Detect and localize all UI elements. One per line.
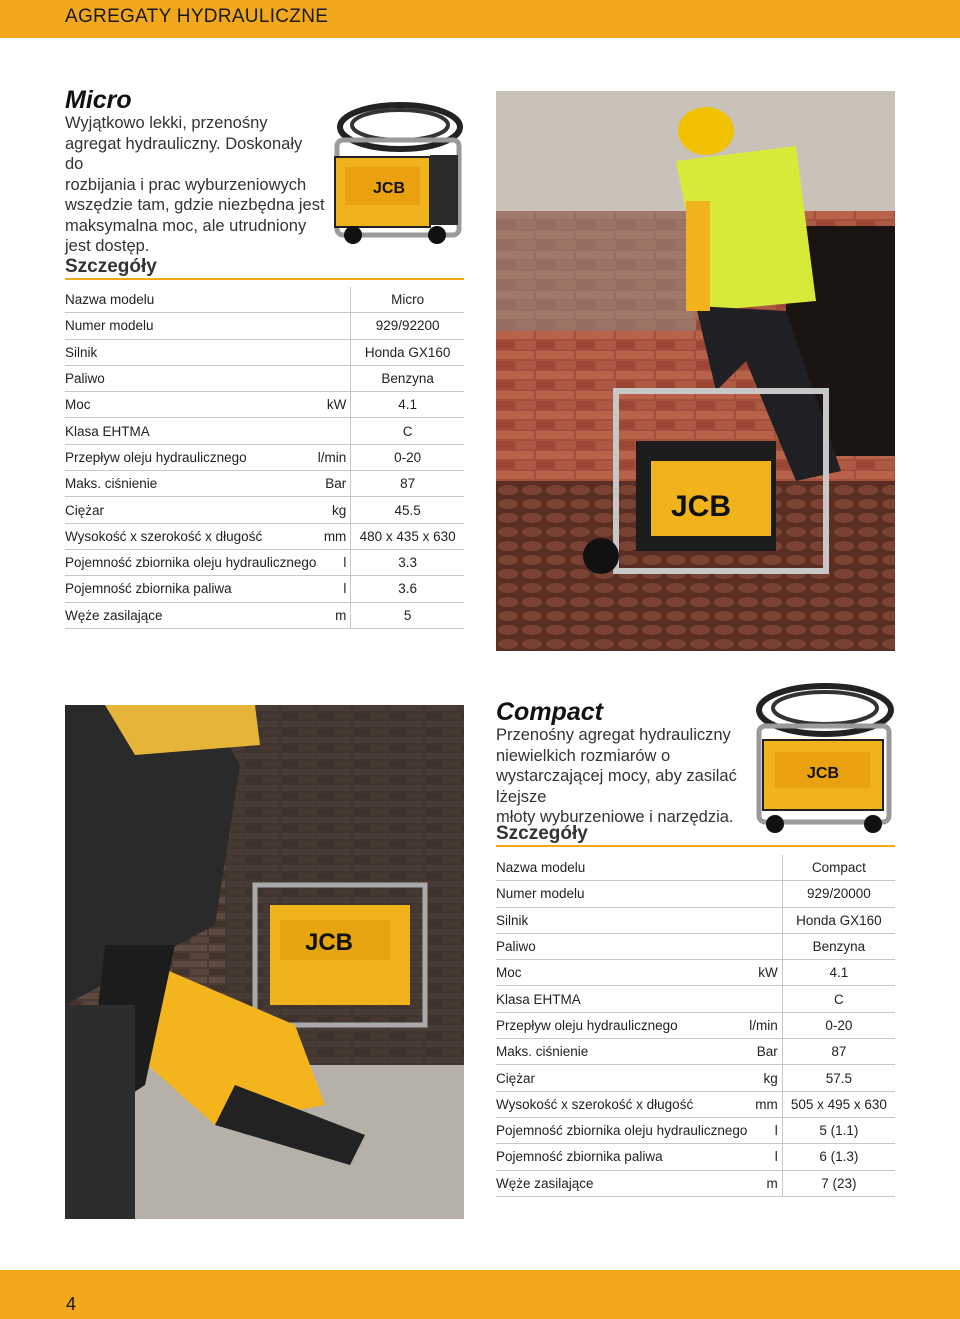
spec-value: 505 x 495 x 630 [782, 1091, 895, 1117]
micro-specs-divider [65, 278, 464, 280]
spec-value: 3.3 [351, 549, 464, 575]
spec-label: Wysokość x szerokość x długość [65, 523, 316, 549]
spec-label: Silnik [496, 907, 747, 933]
spec-label: Węże zasilające [496, 1170, 747, 1196]
spec-value: 87 [782, 1039, 895, 1065]
spec-unit: l/min [747, 1012, 782, 1038]
spec-value: 4.1 [782, 960, 895, 986]
spec-value: Benzyna [351, 365, 464, 391]
compact-description-line: wystarczającej mocy, aby zasilać lżejsze [496, 767, 737, 806]
spec-value: 6 (1.3) [782, 1144, 895, 1170]
spec-value: 929/92200 [351, 313, 464, 339]
spec-label: Węże zasilające [65, 602, 316, 628]
micro-description-line: rozbijania i prac wyburzeniowych [65, 175, 307, 194]
spec-label: Klasa EHTMA [65, 418, 316, 444]
micro-description-line: wszędzie tam, gdzie niezbędna jest [65, 196, 325, 214]
spec-unit [316, 365, 350, 391]
page-section-title: AGREGATY HYDRAULICZNE [65, 6, 329, 27]
spec-row [496, 986, 895, 1012]
spec-value: 480 x 435 x 630 [351, 523, 464, 549]
spec-value: 0-20 [782, 1012, 895, 1038]
spec-value: 5 (1.1) [782, 1117, 895, 1143]
spec-row [65, 392, 464, 418]
jcb-logo-lettering: JCB [305, 929, 354, 956]
spec-row [65, 418, 464, 444]
compact-description-line: młoty wyburzeniowe i narzędzia. [496, 808, 734, 826]
spec-value: Honda GX160 [351, 339, 464, 365]
compact-title: Compact [496, 698, 603, 726]
footer-bar [0, 1270, 960, 1319]
spec-value: Compact [782, 855, 895, 881]
spec-row [496, 881, 895, 907]
spec-row [496, 960, 895, 986]
spec-value: 45.5 [351, 497, 464, 523]
spec-unit: kg [747, 1065, 782, 1091]
spec-unit [747, 855, 782, 881]
micro-action-photo [496, 91, 895, 651]
spec-row [65, 444, 464, 470]
spec-row [65, 287, 464, 313]
spec-unit [316, 418, 350, 444]
spec-unit [747, 907, 782, 933]
spec-value: 0-20 [351, 444, 464, 470]
micro-specs-rows [65, 287, 464, 628]
spec-value: Benzyna [782, 933, 895, 959]
spec-label: Wysokość x szerokość x długość [496, 1091, 747, 1117]
micro-description-line: agregat hydrauliczny. Doskonały do [65, 134, 303, 173]
compact-specs-table [496, 855, 895, 1197]
spec-row [65, 497, 464, 523]
spec-unit: l [747, 1144, 782, 1170]
spec-label: Ciężar [496, 1065, 747, 1091]
spec-label: Maks. ciśnienie [65, 471, 316, 497]
micro-specs-heading: Szczegóły [65, 256, 157, 277]
spec-unit: m [316, 602, 350, 628]
spec-label: Maks. ciśnienie [496, 1039, 747, 1065]
spec-unit: kg [316, 497, 350, 523]
spec-unit [747, 933, 782, 959]
jcb-logo-lettering: JCB [671, 490, 732, 523]
spec-unit: l [747, 1117, 782, 1143]
compact-specs-rows [496, 855, 895, 1196]
page-number: 4 [66, 1294, 77, 1314]
spec-row [496, 1039, 895, 1065]
spec-row [496, 1170, 895, 1196]
spec-unit: mm [316, 523, 350, 549]
spec-unit: Bar [316, 471, 350, 497]
jcb-logo-lettering: JCB [807, 765, 840, 782]
spec-unit [316, 287, 350, 313]
spec-value: 5 [351, 602, 464, 628]
spec-row [496, 907, 895, 933]
spec-row [496, 1065, 895, 1091]
spec-row [496, 1091, 895, 1117]
compact-description [496, 725, 756, 828]
spec-value: 87 [351, 471, 464, 497]
spec-unit: l [316, 576, 350, 602]
spec-label: Przepływ oleju hydraulicznego [496, 1012, 747, 1038]
spec-row [65, 523, 464, 549]
spec-value: Micro [351, 287, 464, 313]
micro-specs-table [65, 287, 464, 629]
spec-label: Pojemność zbiornika paliwa [496, 1144, 747, 1170]
spec-row [65, 549, 464, 575]
spec-value: 57.5 [782, 1065, 895, 1091]
spec-row [496, 1117, 895, 1143]
spec-row [65, 576, 464, 602]
spec-value: 929/20000 [782, 881, 895, 907]
spec-label: Numer modelu [496, 881, 747, 907]
micro-title: Micro [65, 86, 132, 114]
spec-unit: l/min [316, 444, 350, 470]
spec-value: 4.1 [351, 392, 464, 418]
compact-action-photo [65, 705, 464, 1219]
micro-product-image [325, 95, 470, 250]
compact-description-line: niewielkich rozmiarów o [496, 746, 671, 765]
micro-description-line: Wyjątkowo lekki, przenośny [65, 114, 268, 132]
spec-label: Pojemność zbiornika oleju hydraulicznego [496, 1117, 747, 1143]
spec-value: 7 (23) [782, 1170, 895, 1196]
spec-label: Nazwa modelu [496, 855, 747, 881]
spec-unit: m [747, 1170, 782, 1196]
spec-label: Pojemność zbiornika oleju hydraulicznego [65, 549, 316, 575]
spec-row [496, 1144, 895, 1170]
spec-label: Przepływ oleju hydraulicznego [65, 444, 316, 470]
spec-label: Paliwo [65, 365, 316, 391]
spec-unit: l [316, 549, 350, 575]
spec-label: Numer modelu [65, 313, 316, 339]
spec-unit [747, 986, 782, 1012]
spec-unit [316, 313, 350, 339]
spec-row [496, 1012, 895, 1038]
spec-label: Moc [65, 392, 316, 418]
spec-row [65, 602, 464, 628]
spec-label: Paliwo [496, 933, 747, 959]
compact-specs-heading: Szczegóły [496, 823, 588, 844]
compact-specs-divider [496, 845, 895, 847]
spec-row [65, 313, 464, 339]
micro-description-line: jest dostęp. [65, 237, 150, 255]
spec-value: 3.6 [351, 576, 464, 602]
spec-unit: kW [747, 960, 782, 986]
spec-label: Ciężar [65, 497, 316, 523]
header-bar [0, 0, 960, 38]
compact-description-line: Przenośny agregat hydrauliczny [496, 726, 731, 744]
spec-value: C [782, 986, 895, 1012]
spec-unit: kW [316, 392, 350, 418]
spec-unit [316, 339, 350, 365]
micro-description [65, 113, 325, 257]
spec-row [65, 339, 464, 365]
compact-product-image [745, 680, 900, 838]
spec-value: Honda GX160 [782, 907, 895, 933]
spec-row [496, 855, 895, 881]
jcb-logo-lettering: JCB [373, 180, 406, 197]
spec-unit [747, 881, 782, 907]
spec-label: Nazwa modelu [65, 287, 316, 313]
spec-value: C [351, 418, 464, 444]
spec-label: Moc [496, 960, 747, 986]
spec-unit: Bar [747, 1039, 782, 1065]
spec-row [65, 365, 464, 391]
micro-description-line: maksymalna moc, ale utrudniony [65, 216, 307, 235]
spec-label: Klasa EHTMA [496, 986, 747, 1012]
spec-row [65, 471, 464, 497]
spec-row [496, 933, 895, 959]
spec-label: Silnik [65, 339, 316, 365]
spec-label: Pojemność zbiornika paliwa [65, 576, 316, 602]
spec-unit: mm [747, 1091, 782, 1117]
